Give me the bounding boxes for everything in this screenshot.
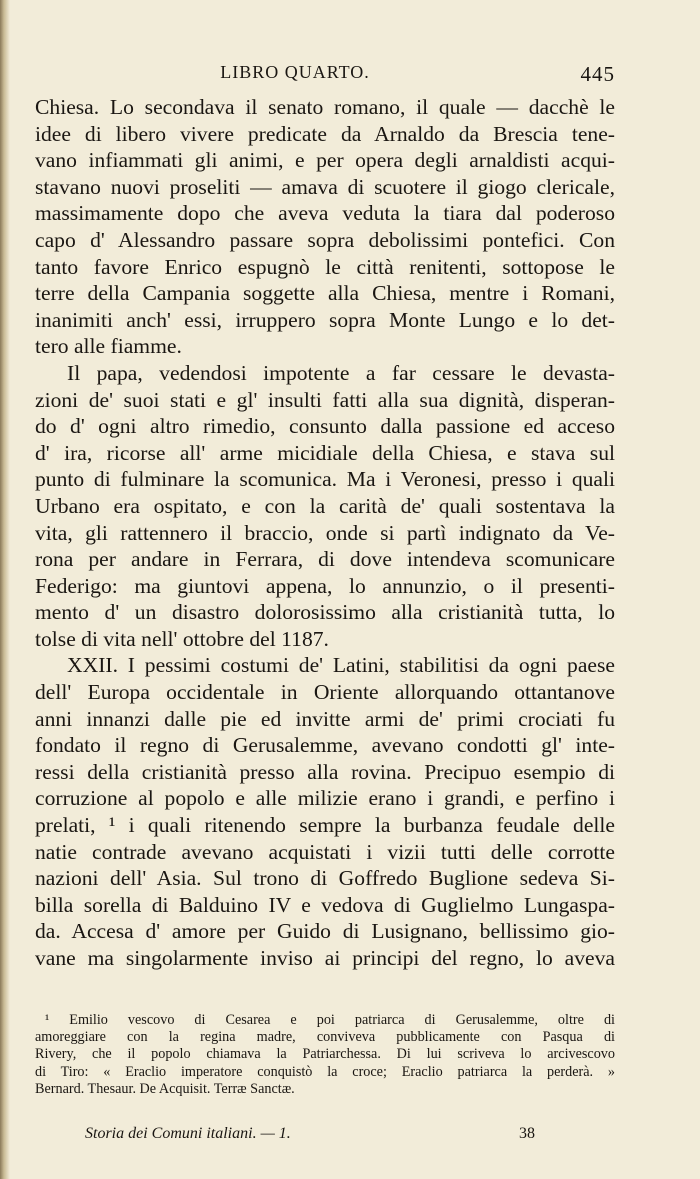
text-line: dell' Europa occidentale in Oriente allorquando ottantanove (35, 680, 615, 705)
text-line: massimamente dopo che aveva veduta la tiara dal poderoso (35, 201, 615, 226)
body-text (35, 94, 615, 972)
footnote-line: Bernard. Thesaur. De Acquisit. Terræ Sanctæ. (35, 1080, 295, 1097)
text-line: stavano nuovi proseliti — amava di scuotere il giogo clericale, (35, 174, 615, 199)
page-number: 445 (580, 62, 615, 86)
text-line: vita, gli rattennero il braccio, onde si partì indignato da Ve- (35, 520, 615, 545)
text-line: zioni de' suoi stati e gl' insulti fatti alla sua dignità, disperan- (35, 387, 615, 412)
signature-title: Storia dei Comuni italiani. — 1. (85, 1125, 291, 1142)
text-line: anni innanzi dalle pie ed invitte armi de' primi crociati fu (35, 706, 615, 731)
text-line: XXII. I pessimi costumi de' Latini, stabilitisi da ogni paese (67, 653, 615, 678)
text-line: Urbano era ospitato, e con la carità de' quali sostentava la (35, 493, 615, 518)
text-line: inanimiti anch' essi, irruppero sopra Monte Lungo e lo det- (35, 307, 615, 332)
text-line: do d' ogni altro rimedio, consunto dalla passione ed acceso (35, 414, 615, 439)
text-line: d' ira, ricorse all' arme micidiale della Chiesa, e stava sul (35, 440, 615, 465)
signature-mark: 38 (519, 1125, 535, 1142)
text-line: tero alle fiamme. (35, 334, 182, 359)
text-line: mento d' un disastro dolorosissimo alla cristianità tutta, lo (35, 600, 615, 625)
footnote-line: Rivery, che il popolo chiamava la Patriarchessa. Di lui scriveva lo arcivescovo (35, 1046, 615, 1063)
text-line: Chiesa. Lo secondava il senato romano, il quale — dacchè le (35, 95, 615, 119)
text-line: tanto favore Enrico espugnò le città renitenti, sottopose le (35, 254, 615, 279)
signature-line (35, 1125, 615, 1147)
text-line: Il papa, vedendosi impotente a far cessare le devasta- (67, 360, 615, 385)
text-line: idee di libero vivere predicate da Arnaldo da Brescia tene- (35, 121, 615, 146)
text-line: ressi della cristianità presso alla rovina. Precipuo esempio di (35, 759, 615, 784)
text-line: natie contrade avevano acquistati i vizii tutti delle corrotte (35, 839, 615, 864)
text-line: terre della Campania soggette alla Chiesa, mentre i Romani, (35, 281, 615, 306)
running-header (35, 62, 615, 86)
page-binding-edge (0, 0, 10, 1179)
footnote-line: ¹ Emilio vescovo di Cesarea e poi patriarca di Gerusalemme, oltre di (45, 1012, 615, 1028)
text-line: da. Accesa d' amore per Guido di Lusignano, bellissimo gio- (35, 919, 615, 944)
text-line: corruzione al popolo e alle milizie erano i grandi, e perfino i (35, 786, 615, 811)
text-line: capo d' Alessandro passare sopra debolissimi pontefici. Con (35, 227, 615, 252)
text-line: Federigo: ma giuntovi appena, lo annunzio, o il presenti- (35, 573, 615, 598)
text-line: tolse di vita nell' ottobre del 1187. (35, 626, 329, 651)
text-line: prelati, ¹ i quali ritenendo sempre la burbanza feudale delle (35, 813, 615, 838)
text-line: fondato il regno di Gerusalemme, avevano condotti gl' inte- (35, 733, 615, 758)
text-line: nazioni dell' Asia. Sul trono di Goffredo Buglione sedeva Si- (35, 866, 615, 891)
text-line: rona per andare in Ferrara, di dove intendeva scomunicare (35, 547, 615, 572)
running-title: LIBRO QUARTO. (220, 62, 370, 82)
text-line: billa sorella di Balduino IV e vedova di Guglielmo Lungaspa- (35, 892, 615, 917)
text-line: punto di fulminare la scomunica. Ma i Veronesi, presso i quali (35, 467, 615, 492)
footnote-line: amoreggiare con la regina madre, conviveva pubblicamente con Pasqua di (35, 1029, 615, 1046)
text-line: vane ma singolarmente inviso ai principi del regno, lo aveva (35, 946, 615, 970)
footnote-line: di Tiro: « Eraclio imperatore conquistò la croce; Eraclio patriarca la perderà. » (35, 1063, 615, 1080)
text-line: vano infiammati gli animi, e per opera degli arnaldisti acqui- (35, 148, 615, 173)
footnotes (35, 1012, 615, 1098)
